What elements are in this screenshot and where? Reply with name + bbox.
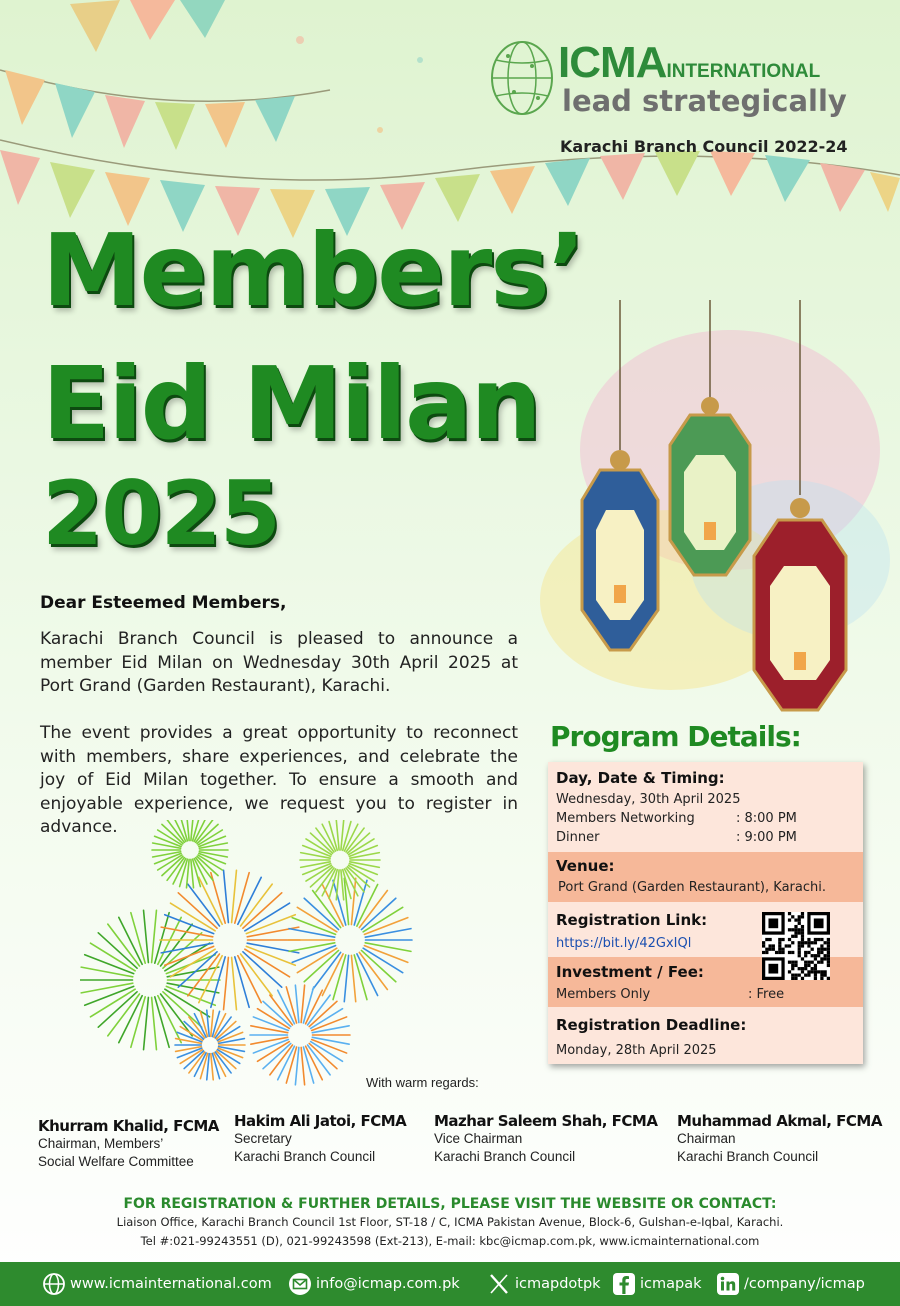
firework-ray xyxy=(90,943,135,971)
qr-module xyxy=(798,974,801,977)
firework-ray xyxy=(312,1026,349,1033)
signatory-role: Karachi Branch Council xyxy=(434,1149,576,1164)
qr-module xyxy=(801,938,804,941)
qr-module xyxy=(804,974,807,977)
qr-module xyxy=(778,944,781,947)
qr-module xyxy=(814,964,817,967)
qr-module xyxy=(827,938,830,941)
firework-ray xyxy=(161,927,213,937)
announcement-paragraph: Karachi Branch Council is pleased to announce a member Eid Milan on Wednesday 30th April 2025 at Port Grand (Garden Restaurant), Karachi. xyxy=(40,629,518,696)
qr-module xyxy=(798,967,801,970)
qr-module xyxy=(801,957,804,960)
logo-brand xyxy=(558,38,820,88)
qr-module xyxy=(794,925,797,928)
deadline-section xyxy=(548,1007,863,1064)
qr-module xyxy=(827,961,830,964)
qr-module xyxy=(824,954,827,957)
qr-module xyxy=(801,931,804,934)
firework-ray xyxy=(199,843,227,848)
qr-module xyxy=(798,928,801,931)
qr-module xyxy=(807,970,810,973)
venue-value: Port Grand (Garden Restaurant), Karachi. xyxy=(558,880,826,895)
signatory-role: Karachi Branch Council xyxy=(677,1149,819,1164)
firework-ray xyxy=(152,997,157,1049)
qr-module xyxy=(778,948,781,951)
qr-module xyxy=(791,935,794,938)
signatory-4 xyxy=(677,1112,882,1166)
registration-label: Registration Link: xyxy=(556,911,708,929)
firework-ray xyxy=(224,870,229,922)
timing-label: Day, Date & Timing: xyxy=(556,769,725,787)
qr-module xyxy=(791,915,794,918)
qr-module xyxy=(820,977,823,980)
qr-module xyxy=(798,922,801,925)
qr-module xyxy=(762,951,765,954)
qr-module xyxy=(798,931,801,934)
logo-icma: ICMA xyxy=(558,38,667,87)
qr-module xyxy=(827,951,830,954)
footer-email[interactable] xyxy=(288,1272,460,1296)
firework-ray xyxy=(224,957,229,1009)
deadline-value: Monday, 28th April 2025 xyxy=(556,1043,717,1058)
qr-module xyxy=(788,938,791,941)
firework-ray xyxy=(295,1047,298,1084)
qr-module xyxy=(768,944,771,947)
signatory-name: Hakim Ali Jatoi, FCMA xyxy=(234,1112,407,1130)
firework-ray xyxy=(232,870,237,922)
qr-module xyxy=(788,951,791,954)
firework-ray xyxy=(251,1026,288,1033)
globe-icon xyxy=(488,36,554,120)
timing-section xyxy=(548,762,863,844)
qr-module xyxy=(798,941,801,944)
qr-module xyxy=(794,928,797,931)
firework-ray xyxy=(351,955,355,1001)
qr-module xyxy=(811,954,814,957)
firework-ray xyxy=(245,949,290,977)
qr-module xyxy=(807,974,810,977)
firework-ray xyxy=(81,967,133,977)
dinner-time: : 9:00 PM xyxy=(736,830,797,845)
globe-icon xyxy=(42,1272,66,1296)
qr-module xyxy=(824,941,827,944)
firework-ray xyxy=(365,929,411,938)
qr-module xyxy=(762,941,765,944)
qr-module xyxy=(817,938,820,941)
firework-ray xyxy=(301,862,330,868)
qr-module xyxy=(778,941,781,944)
qr-module xyxy=(814,941,817,944)
qr-module xyxy=(788,944,791,947)
title-line-3: 2025 xyxy=(42,462,279,565)
qr-module xyxy=(801,935,804,938)
qr-module xyxy=(801,970,804,973)
signatory-role: Chairman, Members’ xyxy=(38,1136,164,1151)
title-line-2: Eid Milan xyxy=(42,345,540,462)
qr-module xyxy=(804,951,807,954)
qr-module xyxy=(791,928,794,931)
title-line-1: Members’ xyxy=(42,212,584,329)
qr-module xyxy=(804,961,807,964)
icma-logo xyxy=(488,36,868,126)
qr-module xyxy=(807,961,810,964)
qr-module xyxy=(820,970,823,973)
qr-module xyxy=(814,974,817,977)
qr-module xyxy=(814,970,817,973)
qr-module xyxy=(765,948,768,951)
regards-text: With warm regards: xyxy=(366,1075,479,1090)
qr-module xyxy=(794,935,797,938)
firework-ray xyxy=(199,852,227,857)
footer-bar xyxy=(0,1262,900,1306)
qr-module xyxy=(827,941,830,944)
signatory-name: Khurram Khalid, FCMA xyxy=(38,1117,219,1135)
qr-module xyxy=(788,928,791,931)
footer-facebook-label: icmapak xyxy=(640,1276,702,1292)
event-date: Wednesday, 30th April 2025 xyxy=(556,792,741,807)
qr-module xyxy=(811,970,814,973)
footer-website[interactable] xyxy=(42,1272,272,1296)
qr-module xyxy=(811,967,814,970)
qr-module xyxy=(824,974,827,977)
qr-module xyxy=(778,938,781,941)
firework-ray xyxy=(295,985,298,1022)
qr-module xyxy=(781,951,784,954)
deadline-label: Registration Deadline: xyxy=(556,1016,747,1034)
qr-module xyxy=(778,951,781,954)
signatory-role: Chairman xyxy=(677,1131,736,1146)
qr-module xyxy=(814,938,817,941)
qr-module xyxy=(772,948,775,951)
qr-module xyxy=(794,977,797,980)
qr-module xyxy=(820,961,823,964)
qr-module xyxy=(791,977,794,980)
qr-module xyxy=(817,948,820,951)
qr-module xyxy=(807,951,810,954)
fee-who: Members Only xyxy=(556,987,651,1002)
qr-module xyxy=(768,938,771,941)
qr-module xyxy=(794,961,797,964)
council-subtitle: Karachi Branch Council 2022-24 xyxy=(560,137,848,156)
qr-module xyxy=(820,948,823,951)
firework-ray xyxy=(365,943,411,952)
signatory-role: Social Welfare Committee xyxy=(38,1154,194,1169)
logo-international: INTERNATIONAL xyxy=(666,61,821,82)
fee-label: Investment / Fee: xyxy=(556,963,704,981)
qr-module xyxy=(814,967,817,970)
firework-ray xyxy=(336,820,339,850)
qr-module xyxy=(811,948,814,951)
signatory-3 xyxy=(434,1112,657,1166)
firework-ray xyxy=(161,943,213,953)
firework-ray xyxy=(312,1037,349,1044)
qr-module xyxy=(827,954,830,957)
qr-module xyxy=(814,957,817,960)
qr-module xyxy=(781,948,784,951)
qr-module xyxy=(801,912,804,915)
qr-module xyxy=(824,970,827,973)
qr-module xyxy=(804,941,807,944)
fireworks-illustration xyxy=(80,820,440,1090)
linkedin-icon xyxy=(716,1272,740,1296)
qr-module xyxy=(762,944,765,947)
qr-module xyxy=(811,941,814,944)
qr-module xyxy=(768,964,778,974)
qr-module xyxy=(814,954,817,957)
fee-amount: : Free xyxy=(748,987,785,1002)
qr-module xyxy=(807,964,810,967)
firework-ray xyxy=(81,983,133,993)
qr-module xyxy=(768,918,778,928)
qr-module xyxy=(820,974,823,977)
firework-ray xyxy=(350,853,379,859)
registration-link[interactable]: https://bit.ly/42GxIQl xyxy=(556,936,692,951)
footer-email-label: info@icmap.com.pk xyxy=(316,1276,460,1292)
facebook-icon xyxy=(612,1272,636,1296)
firework-ray xyxy=(301,985,304,1022)
x-logo-icon xyxy=(487,1272,511,1296)
qr-module xyxy=(804,964,807,967)
qr-module xyxy=(804,954,807,957)
qr-module xyxy=(817,951,820,954)
networking-time: : 8:00 PM xyxy=(736,811,797,826)
qr-module xyxy=(794,931,797,934)
qr-module xyxy=(801,928,804,931)
qr-module xyxy=(775,951,778,954)
qr-module xyxy=(791,951,794,954)
qr-module xyxy=(814,918,824,928)
qr-module xyxy=(772,944,775,947)
qr-module xyxy=(801,925,804,928)
firework-ray xyxy=(301,1047,304,1084)
qr-module xyxy=(794,964,797,967)
qr-module xyxy=(791,974,794,977)
footer-x[interactable] xyxy=(487,1272,601,1296)
footer-facebook[interactable] xyxy=(612,1272,702,1296)
footer-x-label: icmapdotpk xyxy=(515,1276,601,1292)
firework-ray xyxy=(153,843,181,848)
signatory-name: Mazhar Saleem Shah, FCMA xyxy=(434,1112,658,1130)
qr-module xyxy=(827,944,830,947)
firework-ray xyxy=(90,989,135,1017)
signatory-role: Secretary xyxy=(234,1131,292,1146)
firework-ray xyxy=(289,943,335,952)
qr-module xyxy=(794,918,797,921)
footer-linkedin[interactable] xyxy=(716,1272,865,1296)
qr-module xyxy=(811,961,814,964)
firework-ray xyxy=(301,853,330,859)
qr-module xyxy=(791,964,794,967)
firework-ray xyxy=(341,820,344,850)
signatory-role: Vice Chairman xyxy=(434,1131,523,1146)
qr-module xyxy=(820,951,823,954)
qr-module xyxy=(807,944,810,947)
firework-ray xyxy=(344,955,348,1001)
qr-code[interactable] xyxy=(762,912,830,980)
qr-module xyxy=(820,957,823,960)
signatory-1 xyxy=(38,1117,219,1171)
qr-module xyxy=(798,954,801,957)
qr-module xyxy=(801,977,804,980)
firework-ray xyxy=(341,870,344,900)
qr-module xyxy=(827,977,830,980)
qr-module xyxy=(791,941,794,944)
qr-module xyxy=(785,944,788,947)
firework-ray xyxy=(167,967,219,977)
qr-module xyxy=(824,957,827,960)
qr-module xyxy=(824,948,827,951)
qr-module xyxy=(765,938,768,941)
qr-module xyxy=(788,970,791,973)
qr-module xyxy=(817,954,820,957)
networking-label: Members Networking xyxy=(556,811,695,826)
contact-heading: FOR REGISTRATION & FURTHER DETAILS, PLEASE VISIT THE WEBSITE OR CONTACT: xyxy=(123,1196,777,1212)
firework-ray xyxy=(144,997,149,1049)
qr-module xyxy=(817,961,820,964)
qr-module xyxy=(807,938,810,941)
qr-module xyxy=(817,970,820,973)
qr-module xyxy=(827,964,830,967)
logo-tagline: lead strategically xyxy=(562,84,847,118)
venue-label: Venue: xyxy=(556,857,615,875)
program-details-panel xyxy=(548,762,863,1064)
venue-section xyxy=(548,852,863,902)
qr-module xyxy=(827,957,830,960)
dinner-label: Dinner xyxy=(556,830,600,845)
firework-ray xyxy=(232,957,237,1009)
lanterns-illustration xyxy=(530,300,900,730)
qr-module xyxy=(788,918,791,921)
contact-tel: Tel #:021-99243551 (D), 021-99243598 (Ext-213), E-mail: kbc@icmap.com.pk, www.icmainternational.com xyxy=(140,1234,760,1248)
signatory-2 xyxy=(234,1112,406,1166)
qr-module xyxy=(820,938,823,941)
qr-module xyxy=(801,967,804,970)
program-details-heading: Program Details: xyxy=(550,720,801,753)
qr-module xyxy=(788,912,791,915)
qr-module xyxy=(791,961,794,964)
firework-ray xyxy=(152,910,157,962)
salutation: Dear Esteemed Members, xyxy=(40,593,287,613)
qr-module xyxy=(765,951,768,954)
qr-module xyxy=(801,941,804,944)
qr-module xyxy=(791,967,794,970)
qr-module xyxy=(798,948,801,951)
qr-module xyxy=(801,944,804,947)
qr-module xyxy=(814,977,817,980)
signatory-role: Karachi Branch Council xyxy=(234,1149,376,1164)
contact-address: Liaison Office, Karachi Branch Council 1st Floor, ST-18 / C, ICMA Pakistan Avenue, Block-6, Gulshan-e-Iqbal, Karachi. xyxy=(116,1215,784,1229)
firework-ray xyxy=(153,852,181,857)
qr-module xyxy=(768,948,771,951)
qr-module xyxy=(798,918,801,921)
qr-module xyxy=(794,974,797,977)
qr-module xyxy=(820,944,823,947)
firework-ray xyxy=(350,862,379,868)
qr-module xyxy=(781,938,784,941)
firework-ray xyxy=(245,903,290,931)
qr-module xyxy=(801,915,804,918)
firework-ray xyxy=(144,910,149,962)
footer-website-label: www.icmainternational.com xyxy=(70,1276,272,1292)
qr-module xyxy=(798,944,801,947)
event-paragraph: The event provides a great opportunity to reconnect with members, share experiences, and celebrate the joy of Eid Milan together. To ensure a smooth and enjoyable experience, we request you to register in advance. xyxy=(40,723,518,837)
qr-module xyxy=(804,967,807,970)
email-icon xyxy=(288,1272,312,1296)
qr-module xyxy=(788,961,791,964)
qr-module xyxy=(827,948,830,951)
qr-module xyxy=(807,941,810,944)
signatory-name: Muhammad Akmal, FCMA xyxy=(677,1112,882,1130)
qr-module xyxy=(798,915,801,918)
firework-ray xyxy=(251,1037,288,1044)
firework-ray xyxy=(289,929,335,938)
qr-module xyxy=(798,951,801,954)
footer-linkedin-label: /company/icmap xyxy=(744,1276,865,1292)
